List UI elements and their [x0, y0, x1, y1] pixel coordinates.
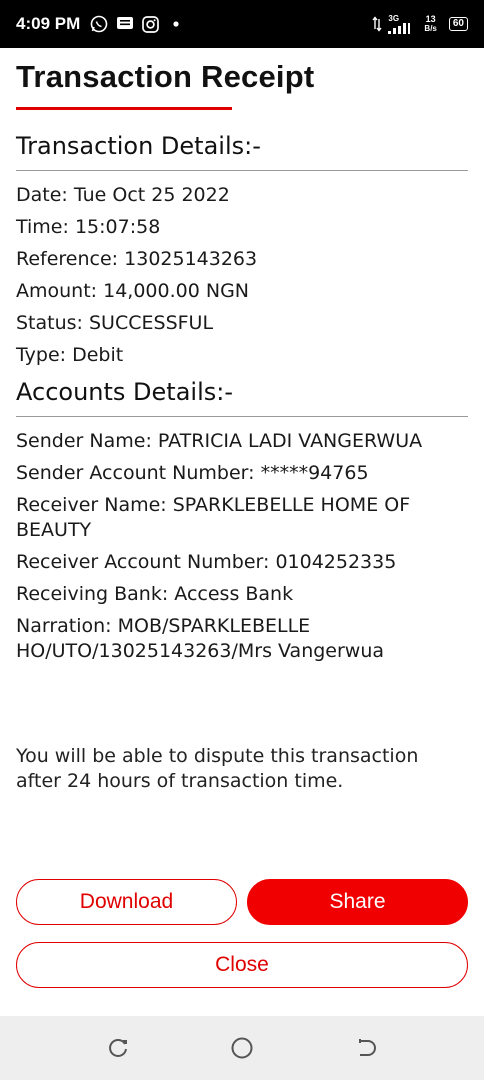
transaction-details-list: [16, 183, 468, 368]
detail-label: Receiver Account Number:: [16, 551, 270, 573]
download-button[interactable]: Download: [16, 879, 237, 925]
detail-label: Receiver Name:: [16, 494, 167, 516]
detail-value: Access Bank: [174, 583, 294, 605]
detail-label: Sender Name:: [16, 430, 152, 452]
recent-apps-icon[interactable]: [104, 1034, 132, 1062]
detail-value: SPARKLEBELLE HOME OF BEAUTY: [16, 494, 411, 541]
detail-row-amount: [16, 279, 468, 304]
detail-label: Narration:: [16, 615, 112, 637]
detail-value: 13025143263: [124, 248, 258, 270]
transaction-details-heading: Transaction Details:-: [16, 132, 468, 171]
detail-label: Time:: [16, 216, 69, 238]
detail-value: 0104252335: [275, 551, 397, 573]
system-nav-bar: [0, 1016, 484, 1080]
detail-row-date: [16, 183, 468, 208]
detail-label: Status:: [16, 312, 83, 334]
detail-value: 14,000.00 NGN: [103, 280, 250, 302]
title-underline: [16, 107, 232, 110]
detail-value: Debit: [72, 344, 124, 366]
detail-value: MOB/SPARKLEBELLE HO/UTO/13025143263/Mrs Vangerwua: [16, 615, 385, 662]
network-speed-unit: B/s: [424, 24, 437, 33]
detail-row-receiver-account: [16, 550, 468, 575]
page-title: Transaction Receipt: [16, 59, 315, 94]
detail-row-receiving-bank: [16, 582, 468, 607]
detail-row-receiver-name: [16, 493, 468, 543]
detail-row-type: [16, 343, 468, 368]
detail-value: *****94765: [260, 462, 369, 484]
detail-value: Tue Oct 25 2022: [73, 184, 230, 206]
detail-row-sender-account: [16, 461, 468, 486]
data-arrows-icon: [372, 16, 382, 32]
signal-icon: [388, 23, 410, 34]
detail-label: Receiving Bank:: [16, 583, 169, 605]
accounts-details-list: [16, 429, 468, 664]
instagram-icon: [142, 16, 159, 33]
accounts-details-heading: Accounts Details:-: [16, 378, 468, 417]
detail-label: Type:: [16, 344, 67, 366]
back-icon[interactable]: [352, 1034, 380, 1062]
network-speed-value: 13: [425, 14, 436, 24]
detail-value: 15:07:58: [74, 216, 161, 238]
detail-row-time: [16, 215, 468, 240]
detail-label: Sender Account Number:: [16, 462, 255, 484]
network-type: 3G: [388, 14, 400, 23]
receipt-content: [16, 48, 468, 671]
detail-row-sender-name: [16, 429, 468, 454]
detail-label: Reference:: [16, 248, 119, 270]
dot-icon: [173, 21, 179, 27]
status-bar: [0, 0, 484, 48]
detail-row-status: [16, 311, 468, 336]
home-icon[interactable]: [228, 1034, 256, 1062]
dispute-note: You will be able to dispute this transaction after 24 hours of transaction time.: [16, 745, 419, 792]
detail-value: SUCCESSFUL: [89, 312, 214, 334]
status-time: 4:09 PM: [16, 14, 81, 33]
detail-value: PATRICIA LADI VANGERWUA: [157, 430, 423, 452]
battery-indicator: 60: [449, 17, 468, 31]
detail-row-narration: [16, 614, 468, 664]
share-button[interactable]: Share: [247, 879, 468, 925]
whatsapp-icon: [90, 15, 108, 33]
close-button[interactable]: Close: [16, 942, 468, 988]
message-icon: [116, 16, 134, 32]
detail-label: Date:: [16, 184, 68, 206]
detail-label: Amount:: [16, 280, 98, 302]
detail-row-reference: [16, 247, 468, 272]
